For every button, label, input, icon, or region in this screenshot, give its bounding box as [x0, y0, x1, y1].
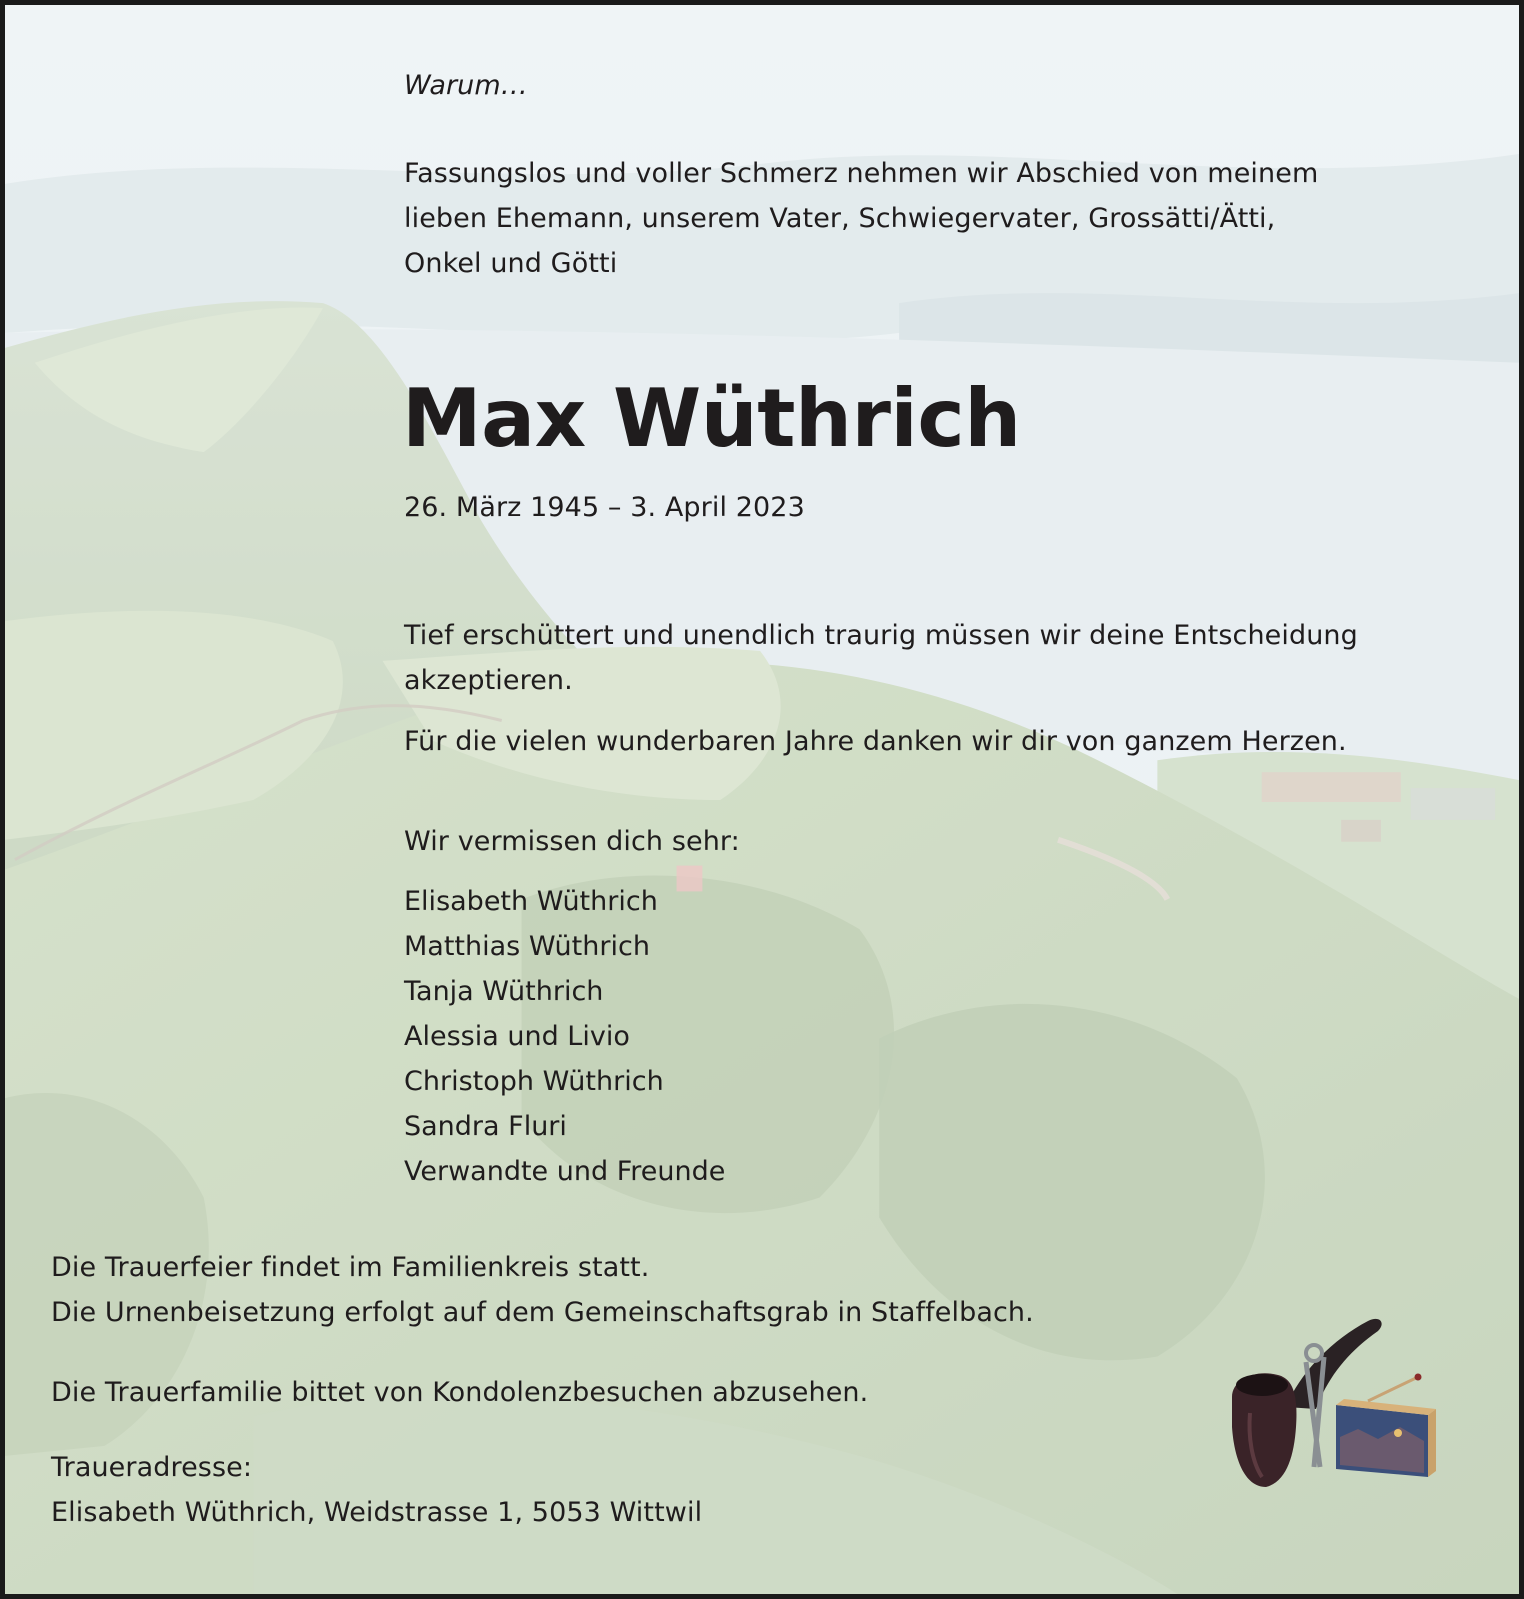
- address-line: Elisabeth Wüthrich, Weidstrasse 1, 5053 Wittwil: [51, 1497, 703, 1528]
- mourner-name: Alessia und Livio: [404, 1021, 630, 1052]
- condolence-note: Die Trauerfamilie bittet von Kondolenzbesuchen abzusehen.: [51, 1377, 869, 1408]
- message-line-1: Tief erschüttert und unendlich traurig müssen wir deine Entscheidung: [404, 620, 1358, 651]
- mourners-list: [404, 879, 725, 1194]
- opening-line-3: Onkel und Götti: [404, 248, 618, 279]
- intro-line: Warum…: [404, 70, 528, 101]
- life-dates: 26. März 1945 – 3. April 2023: [404, 492, 805, 523]
- mourner-name: Christoph Wüthrich: [404, 1066, 664, 1097]
- mourner-name: Verwandte und Freunde: [404, 1156, 726, 1187]
- pipe-and-matchbox-image: [1228, 1317, 1458, 1507]
- mourner-name: Tanja Wüthrich: [404, 976, 604, 1007]
- mourner-name: Matthias Wüthrich: [404, 931, 650, 962]
- opening-line-2: lieben Ehemann, unserem Vater, Schwiegervater, Grossätti/Ätti,: [404, 203, 1276, 234]
- ceremony-line-2: Die Urnenbeisetzung erfolgt auf dem Gemeinschaftsgrab in Staffelbach.: [51, 1297, 1034, 1328]
- mourners-heading: Wir vermissen dich sehr:: [404, 826, 740, 857]
- address-label: Traueradresse:: [51, 1452, 253, 1483]
- mourner-name: Elisabeth Wüthrich: [404, 886, 658, 917]
- deceased-name: Max Wüthrich: [402, 372, 1021, 465]
- message-line-2: akzeptieren.: [404, 665, 573, 696]
- thanks-line: Für die vielen wunderbaren Jahre danken wir dir von ganzem Herzen.: [404, 726, 1347, 757]
- ceremony-line-1: Die Trauerfeier findet im Familienkreis statt.: [51, 1252, 650, 1283]
- mourner-name: Sandra Fluri: [404, 1111, 567, 1142]
- opening-line-1: Fassungslos und voller Schmerz nehmen wir Abschied von meinem: [404, 158, 1319, 189]
